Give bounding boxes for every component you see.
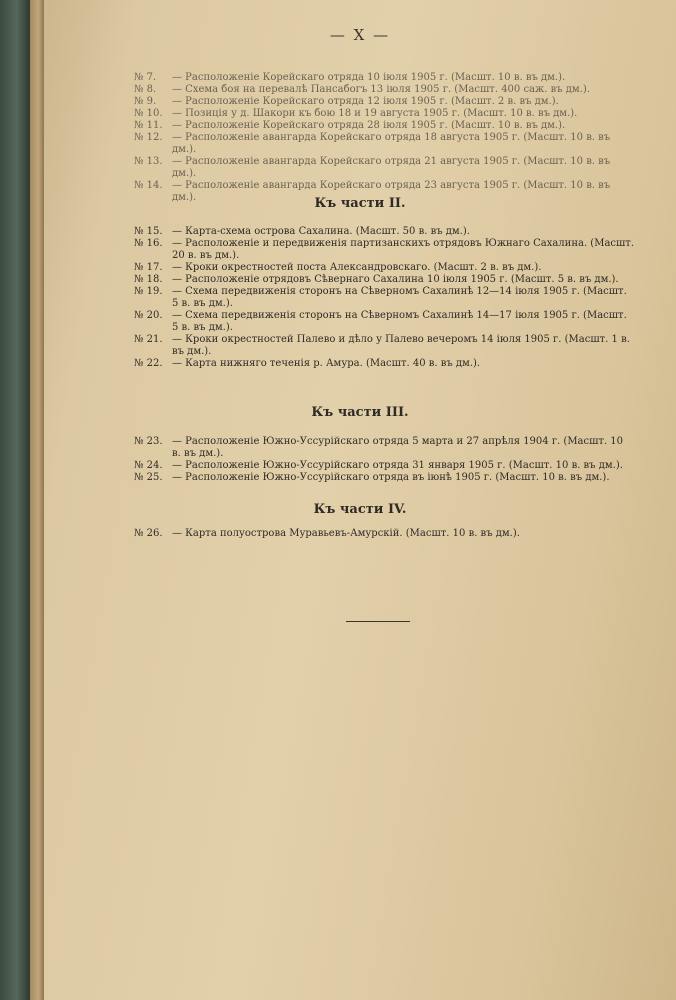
item-text: — Схема передвиженія сторонъ на Сѣверномъ Сахалинѣ 14—17 іюля 1905 г. (Масшт. 5 в. въ дм.). xyxy=(172,310,627,333)
item-text: — Расположеніе и передвиженія партизанскихъ отрядовъ Южнаго Сахалина. (Масшт. 20 в. въ дм.). xyxy=(172,238,635,261)
page-edge xyxy=(30,0,44,1000)
item-number: № 16. xyxy=(134,238,163,249)
item-number: № 26. xyxy=(134,528,163,539)
item-text: — Расположеніе Корейскаго отряда 28 іюля 1905 г. (Масшт. 10 в. въ дм.). xyxy=(172,120,566,131)
list-item xyxy=(134,358,634,370)
item-number: № 12. xyxy=(134,132,163,143)
list-item xyxy=(134,310,634,334)
list-item xyxy=(134,132,634,156)
item-number: № 14. xyxy=(134,180,163,191)
item-number: № 24. xyxy=(134,460,163,471)
closing-rule xyxy=(346,621,410,622)
list-item xyxy=(134,262,634,274)
list-item xyxy=(134,528,634,540)
item-text: — Кроки окрестностей Палево и дѣло у Палево вечеромъ 14 іюля 1905 г. (Масшт. 1 в. въ дм.). xyxy=(172,334,630,357)
part2-heading: Къ части II. xyxy=(314,196,406,211)
list-item xyxy=(134,96,634,108)
list-item xyxy=(134,120,634,132)
item-number: № 8. xyxy=(134,84,157,95)
item-text: — Расположеніе Южно-Уссурійскаго отряда 31 января 1905 г. (Масшт. 10 в. въ дм.). xyxy=(172,460,623,471)
list-item xyxy=(134,286,634,310)
item-text: — Расположеніе отрядовъ Сѣвернаго Сахалина 10 іюля 1905 г. (Масшт. 5 в. въ дм.). xyxy=(172,274,619,285)
list-item xyxy=(134,108,634,120)
item-number: № 19. xyxy=(134,286,163,297)
list-item xyxy=(134,84,634,96)
item-text: — Карта полуострова Муравьевъ-Амурскій. (Масшт. 10 в. въ дм.). xyxy=(172,528,520,539)
list-item xyxy=(134,472,634,484)
item-number: № 21. xyxy=(134,334,163,345)
item-number: № 13. xyxy=(134,156,163,167)
item-number: № 23. xyxy=(134,436,163,447)
list-item xyxy=(134,72,634,84)
list-item xyxy=(134,238,634,262)
part4-list xyxy=(134,528,634,540)
item-number: № 11. xyxy=(134,120,163,131)
item-number: № 18. xyxy=(134,274,163,285)
item-text: — Карта нижняго теченія р. Амура. (Масшт. 40 в. въ дм.). xyxy=(172,358,481,369)
list-item xyxy=(134,274,634,286)
book-binding xyxy=(0,0,30,1000)
part3-list xyxy=(134,436,634,484)
item-text: — Расположеніе Корейскаго отряда 12 іюля 1905 г. (Масшт. 2 в. въ дм.). xyxy=(172,96,559,107)
part4-heading: Къ части IV. xyxy=(313,502,407,517)
item-text: — Позиція у д. Шакори къ бою 18 и 19 августа 1905 г. (Масшт. 10 в. въ дм.). xyxy=(172,108,578,119)
item-text: — Схема передвиженія сторонъ на Сѣверномъ Сахалинѣ 12—14 іюля 1905 г. (Масшт. 5 в. въ дм.). xyxy=(172,286,627,309)
item-number: № 7. xyxy=(134,72,157,83)
item-number: № 9. xyxy=(134,96,157,107)
item-text: — Схема боя на перевалѣ Пансабогъ 13 іюля 1905 г. (Масшт. 400 саж. въ дм.). xyxy=(172,84,590,95)
part2-list xyxy=(134,226,634,370)
item-text: — Расположеніе авангарда Корейскаго отряда 21 августа 1905 г. (Масшт. 10 в. въ дм.). xyxy=(172,156,611,179)
item-number: № 17. xyxy=(134,262,163,273)
item-text: — Карта-схема острова Сахалина. (Масшт. 50 в. въ дм.). xyxy=(172,226,470,237)
part1-list xyxy=(134,72,634,204)
book-page xyxy=(44,0,676,1000)
item-number: № 22. xyxy=(134,358,163,369)
page-number: — X — xyxy=(329,26,391,44)
item-text: — Расположеніе Южно-Уссурійскаго отряда въ іюнѣ 1905 г. (Масшт. 10 в. въ дм.). xyxy=(172,472,610,483)
list-item xyxy=(134,436,634,460)
item-number: № 10. xyxy=(134,108,163,119)
part3-heading: Къ части III. xyxy=(311,405,409,420)
item-text: — Расположеніе авангарда Корейскаго отряда 18 августа 1905 г. (Масшт. 10 в. въ дм.). xyxy=(172,132,611,155)
list-item xyxy=(134,460,634,472)
list-item xyxy=(134,226,634,238)
item-number: № 25. xyxy=(134,472,163,483)
item-text: — Расположеніе авангарда Корейскаго отряда 23 августа 1905 г. (Масшт. 10 в. въ дм.). xyxy=(172,180,611,203)
item-text: — Расположеніе Южно-Уссурійскаго отряда 5 марта и 27 апрѣля 1904 г. (Масшт. 10 в. въ дм.). xyxy=(172,436,624,459)
item-number: № 15. xyxy=(134,226,163,237)
item-number: № 20. xyxy=(134,310,163,321)
list-item xyxy=(134,334,634,358)
item-text: — Кроки окрестностей поста Александровскаго. (Масшт. 2 в. въ дм.). xyxy=(172,262,542,273)
item-text: — Расположеніе Корейскаго отряда 10 іюля 1905 г. (Масшт. 10 в. въ дм.). xyxy=(172,72,566,83)
list-item xyxy=(134,156,634,180)
